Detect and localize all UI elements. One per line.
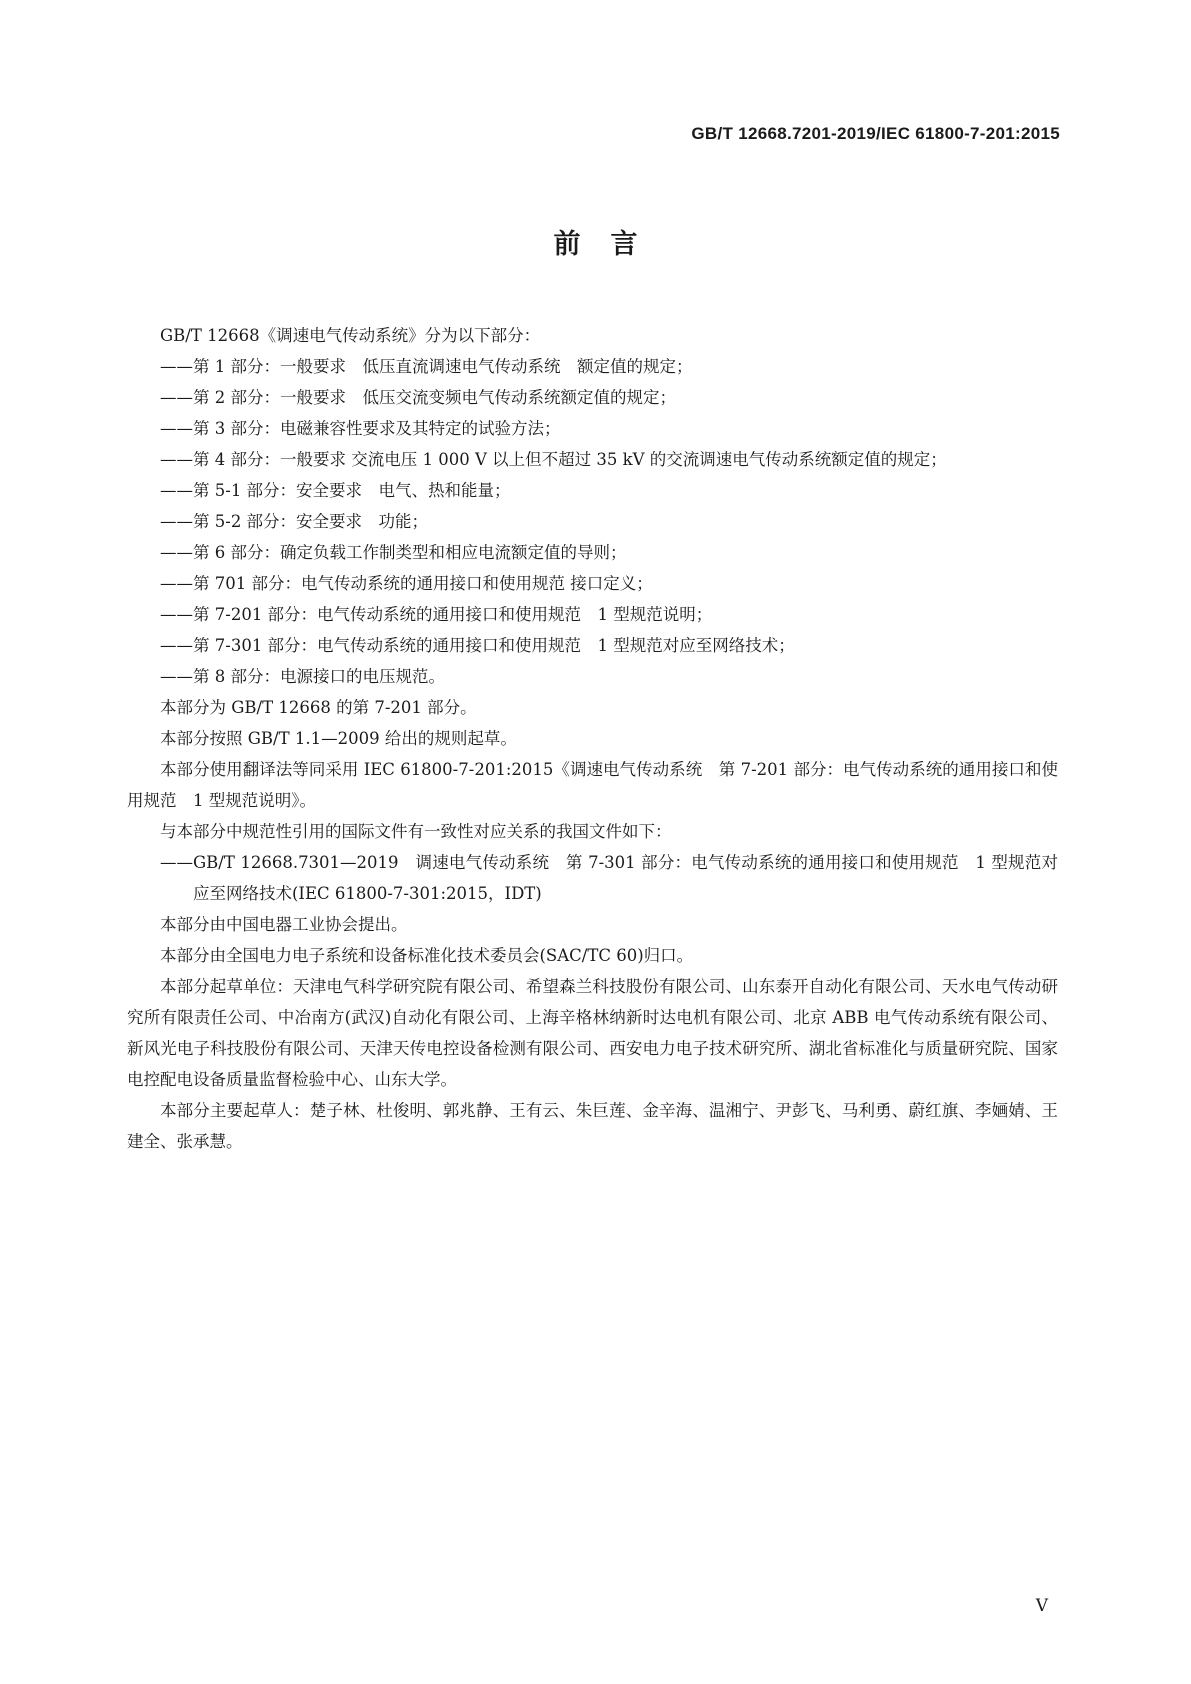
- part-list-item: ——第 5-2 部分：安全要求 功能；: [160, 512, 429, 531]
- part-list-item: ——第 5-1 部分：安全要求 电气、热和能量；: [160, 481, 511, 500]
- paragraph-drafters: 本部分主要起草人：楚子林、杜俊明、郭兆静、王有云、朱巨莲、金辛海、温湘宁、尹彭飞、马利勇、蔚红旗、李婳婧、王建全、张承慧。: [127, 1101, 1058, 1151]
- paragraph-drafting-units: 本部分起草单位：天津电气科学研究院有限公司、希望森兰科技股份有限公司、山东泰开自动化有限公司、天水电气传动研究所有限责任公司、中冶南方(武汉)自动化有限公司、上海辛格林纳新时达电机有限公司、北京 ABB 电气传动系统有限公司、新风光电子科技股份有限公司、天津天传电控设备检测有限公司、西安电力电子技术研究所、湖北省标准化与质量研究院、国家电控配电设备质量监督检验中心、山东大学。: [127, 977, 1058, 1089]
- part-list-item: ——第 3 部分：电磁兼容性要求及其特定的试验方法；: [160, 419, 561, 438]
- part-list-item: ——第 4 部分：一般要求 交流电压 1 000 V 以上但不超过 35 kV 的交流调速电气传动系统额定值的规定；: [160, 450, 947, 469]
- part-list-item: ——第 2 部分：一般要求 低压交流变频电气传动系统额定值的规定；: [160, 388, 676, 407]
- paragraph-proposer: 本部分由中国电器工业协会提出。: [160, 915, 408, 934]
- part-list-item: ——第 8 部分：电源接口的电压规范。: [160, 667, 445, 686]
- paragraph-part-statement: 本部分为 GB/T 12668 的第 7-201 部分。: [160, 698, 477, 717]
- standard-code-header: GB/T 12668.7201-2019/IEC 61800-7-201:2015: [691, 124, 1060, 143]
- page-title: 前言: [553, 229, 668, 260]
- paragraph-drafting-rules: 本部分按照 GB/T 1.1—2009 给出的规则起草。: [160, 729, 517, 748]
- paragraph-series-intro: GB/T 12668《调速电气传动系统》分为以下部分：: [160, 326, 541, 345]
- part-list-item: ——第 6 部分：确定负载工作制类型和相应电流额定值的导则；: [160, 543, 627, 562]
- paragraph-adoption: 本部分使用翻译法等同采用 IEC 61800-7-201:2015《调速电气传动系统 第 7-201 部分：电气传动系统的通用接口和使用规范 1 型规范说明》。: [127, 760, 1058, 810]
- part-list-item: ——第 7-301 部分：电气传动系统的通用接口和使用规范 1 型规范对应至网络技术；: [160, 636, 795, 655]
- foreword-body: [127, 320, 1058, 1157]
- part-list-item: ——第 701 部分：电气传动系统的通用接口和使用规范 接口定义；: [160, 574, 653, 593]
- paragraph-corresponding-docs: 与本部分中规范性引用的国际文件有一致性对应关系的我国文件如下：: [160, 822, 672, 841]
- corresponding-doc-item: ——GB/T 12668.7301—2019 调速电气传动系统 第 7-301 部分：电气传动系统的通用接口和使用规范 1 型规范对应至网络技术(IEC 61800-7-301:2015，IDT): [160, 853, 1058, 903]
- part-list-item: ——第 7-201 部分：电气传动系统的通用接口和使用规范 1 型规范说明；: [160, 605, 713, 624]
- page-number: Ⅴ: [1035, 1596, 1048, 1616]
- paragraph-technical-committee: 本部分由全国电力电子系统和设备标准化技术委员会(SAC/TC 60)归口。: [160, 946, 694, 965]
- part-list-item: ——第 1 部分：一般要求 低压直流调速电气传动系统 额定值的规定；: [160, 357, 693, 376]
